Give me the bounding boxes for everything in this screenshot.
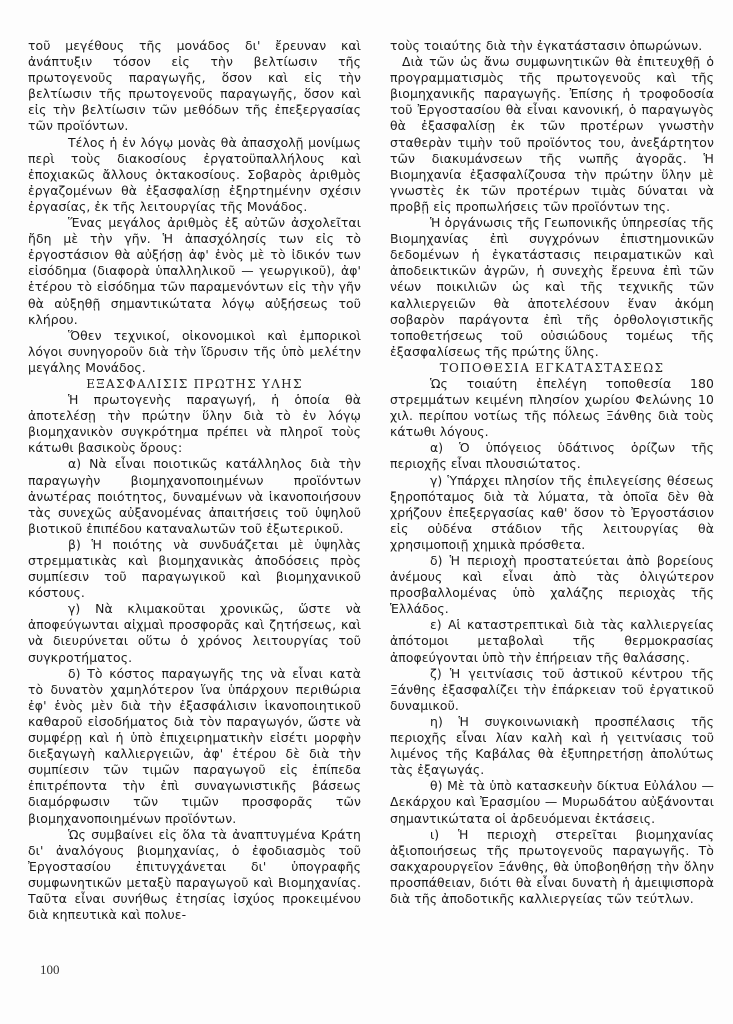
paragraph: Ὅθεν τεχνικοί, οἰκονομικοὶ καὶ ἐμπορικοὶ λόγοι συνηγοροῦν διὰ τὴν ἵδρυσιν τῆς ὑπὸ μελέτην μεγάλης Μονάδος.	[28, 327, 361, 375]
paragraph: τοῦ μεγέθους τῆς μονάδος δι' ἔρευναν καὶ ἀνάπτυξιν τόσον εἰς τὴν βελτίωσιν τῆς πρωτογενοῦς παραγωγῆς, ὅσον καὶ εἰς τὴν βελτίωσιν τῆς πρωτογενοῦς παραγωγῆς, ὅσον καὶ εἰς τὴν βελτίωσιν τῶν μεθόδων τῆς ἐπεξεργασίας τῶν προϊόντων.	[28, 38, 361, 134]
list-item: δ) Ἡ περιοχὴ προστατεύεται ἀπὸ βορείους ἀνέμους καὶ εἶναι ἀπὸ τὰς ὀλιγώτερον προσβαλλομένας ὑπὸ χαλάζης περιοχὰς τῆς Ἑλλάδος.	[390, 553, 714, 617]
paragraph: Διὰ τῶν ὡς ἄνω συμφωνητικῶν θὰ ἐπιτευχθῇ ὁ προγραμματισμὸς τῆς πρωτογενοῦς καὶ τῆς βιομηχανικῆς παραγωγῆς. Ἐπίσης ἡ τροφοδοσία τοῦ Ἐργοστασίου θὰ εἶναι κανονική, ὁ παραγωγὸς θὰ ἐξασφαλίσῃ ἐκ τῶν προτέρων γνωστὴν σταθερὰν τιμὴν τοῦ προϊόντος του, ἀνεξάρτητον τῶν διακυμάνσεων τῆς νωπῆς ἀγορᾶς. Ἡ Βιομηχανία ἐξασφαλίζουσα τὴν πρώτην ὕλην μὲ γνωστὲς ἐκ τῶν προτέρων τιμὰς δύναται νὰ προβῇ εἰς προπωλήσεις τῶν προϊόντων της.	[390, 54, 714, 214]
paragraph: Τέλος ἡ ἐν λόγῳ μονὰς θὰ ἀπασχολῇ μονίμως περὶ τοὺς διακοσίους ἐργατοϋπαλλήλους καὶ ἐποχιακῶς ἄλλους ὀκτακοσίους. Σοβαρὸς ἀριθμὸς ἐργαζομένων θὰ ἐξασφαλίσῃ ἐξηρτημένην σχέσιν ἐργασίας, ἐκ τῆς λειτουργίας τῆς Μονάδος.	[28, 134, 361, 214]
list-item: η) Ἡ συγκοινωνιακὴ προσπέλασις τῆς περιοχῆς εἶναι λίαν καλὴ καὶ ἡ γειτνίασις τοῦ λιμένος τῆς Καβάλας θὰ ἐξυπηρετήσῃ ἀπολύτως τὰς ἐξαγωγάς.	[390, 713, 714, 778]
paragraph: Ὡς τοιαύτη ἐπελέγη τοποθεσία 180 στρεμμάτων κειμένη πλησίον χωρίου Φελώνης 10 χιλ. περίπου νοτίως τῆς πόλεως Ξάνθης διὰ τοὺς κάτωθι λόγους.	[390, 375, 714, 440]
right-column	[390, 38, 714, 907]
paragraph: Ἡ πρωτογενὴς παραγωγή, ἡ ὁποία θὰ ἀποτελέσῃ τὴν πρώτην ὕλην διὰ τὸ ἐν λόγῳ βιομηχανικὸν συγκρότημα πρέπει νὰ πληροῖ τοὺς κάτωθι βασικοὺς ὅρους:	[28, 392, 361, 456]
page-number: 100	[40, 962, 60, 977]
list-item: θ) Μὲ τὰ ὑπὸ κατασκευὴν δίκτυα Εὐλάλου — Δεκάρχου καὶ Ἐρασμίου — Μυρωδάτου αὐξάνονται σημαντικώτατα οἱ ἀρδευόμεναι ἐκτάσεις.	[390, 778, 714, 826]
paragraph: Ὡς συμβαίνει εἰς ὅλα τὰ ἀναπτυγμένα Κράτη δι' ἀναλόγους βιομηχανίας, ὁ ἐφοδιασμὸς τοῦ Ἐργοστασίου ἐπιτυγχάνεται δι' ὑπογραφῆς συμφωνητικῶν μεταξὺ παραγωγοῦ καὶ Βιομηχανίας. Ταῦτα εἶναι συνήθως ἐτησίας ἰσχύος προκειμένου διὰ κηπευτικὰ καὶ πολυε-	[28, 826, 361, 923]
paragraph: Ἕνας μεγάλος ἀριθμὸς ἐξ αὐτῶν ἀσχολεῖται ἤδη μὲ τὴν γῆν. Ἡ ἀπασχόλησίς των εἰς τὸ ἐργοστάσιον θὰ αὐξήσῃ ἀφ' ἑνὸς μὲ τὸ ἰδικόν των εἰσόδημα (διαφορὰ ὑπαλληλικοῦ — γεωργικοῦ), ἀφ' ἑτέρου τὸ εἰσόδημα τῶν παραμενόντων εἰς τὴν γῆν θὰ αὐξηθῇ σημαντικώτατα λόγῳ αὐξήσεως τοῦ κλήρου.	[28, 215, 361, 327]
list-item: α) Νὰ εἶναι ποιοτικῶς κατάλληλος διὰ τὴν παραγωγὴν βιομηχανοποιημένων προϊόντων ἀνωτέρας ποιότητος, δυναμένων νὰ ἱκανοποιήσουν τὰς συνεχῶς αὐξανομένας ἀπαιτήσεις τοῦ ὑψηλοῦ βιοτικοῦ ἐπιπέδου καταναλωτῶν τοῦ ἐξωτερικοῦ.	[28, 456, 361, 536]
paragraph: τοὺς τοιαύτης διὰ τὴν ἐγκατάστασιν ὀπωρώνων.	[390, 38, 703, 53]
list-item: ζ) Ἡ γειτνίασις τοῦ ἀστικοῦ κέντρου τῆς Ξάνθης ἐξασφαλίζει τὴν ἐπάρκειαν τοῦ ἐργατικοῦ δυναμικοῦ.	[390, 665, 714, 713]
list-item: γ) Ὑπάρχει πλησίον τῆς ἐπιλεγείσης θέσεως ξηροπόταμος διὰ τὰ λύματα, τὰ ὁποῖα δὲν θὰ χρήζουν ἐπεξεργασίας καθ' ὅσον τὸ Ἐργοστάσιον εἰς οὐδένα στάδιον τῆς λειτουργίας θὰ χρησιμοποιῇ χημικὰ πρόσθετα.	[390, 472, 714, 552]
left-column	[28, 38, 361, 923]
list-item: γ) Νὰ κλιμακοῦται χρονικῶς, ὥστε νὰ ἀποφεύγωνται αἰχμαὶ προσφορᾶς καὶ ζητήσεως, καὶ νὰ διευρύνεται οὕτω ὁ χρόνος λειτουργίας τοῦ συγκροτήματος.	[28, 601, 361, 665]
list-item: δ) Τὸ κόστος παραγωγῆς της νὰ εἶναι κατὰ τὸ δυνατὸν χαμηλότερον ἵνα ὑπάρχουν περιθώρια ἐφ' ἑνὸς μὲν διὰ τὴν ἐξασφάλισιν ἱκανοποιητικοῦ καθαροῦ εἰσοδήματος διὰ τὸν παραγωγόν, ὥστε νὰ συμφέρῃ καὶ ἡ ὑπὸ ἐπιχειρηματικὴν εἰσέτι μορφὴν διεξαγωγὴ καλλιεργειῶν, ἀφ' ἑτέρου δὲ διὰ τὴν συμπίεσιν τῶν τιμῶν παραγωγοῦ εἰς ἐπίπεδα ἐπιτρέποντα τὴν ἐπὶ συναγωνιστικῆς βάσεως διαμόρφωσιν τῶν τιμῶν προσφορᾶς τῶν βιομηχανοποιημένων προϊόντων.	[28, 665, 361, 826]
section-heading: ΤΟΠΟΘΕΣΙΑ ΕΓΚΑΤΑΣΤΑΣΕΩΣ	[439, 360, 665, 375]
paragraph: Ἡ ὀργάνωσις τῆς Γεωπονικῆς ὑπηρεσίας τῆς Βιομηχανίας ἐπὶ συγχρόνων ἐπιστημονικῶν δεδομένων ἡ ἐγκατάστασις πειραματικῶν καὶ ἀποδεικτικῶν ἀγρῶν, ἡ συνεχὴς ἔρευνα ἐπὶ τῶν νέων ποικιλιῶν ὡς καὶ τῆς τεχνικῆς τῶν καλλιεργειῶν θὰ ἀποτελέσουν ἕναν ἀκόμη σοβαρὸν παράγοντα ἐπὶ τῆς ὀρθολογιστικῆς τοποθετήσεως τοῦ οὐσιώδους τομέως τῆς ἐξασφαλίσεως τῆς πρώτης ὕλης.	[390, 215, 714, 359]
list-item: ε) Αἱ καταστρεπτικαὶ διὰ τὰς καλλιεργείας ἀπότομοι μεταβολαὶ τῆς θερμοκρασίας ἀποφεύγονται ὑπὸ τὴν ἐπήρειαν τῆς θαλάσσης.	[390, 617, 714, 665]
list-item: α) Ὁ ὑπόγειος ὑδάτινος ὁρίζων τῆς περιοχῆς εἶναι πλουσιώτατος.	[390, 440, 714, 472]
section-heading: ΕΞΑΣΦΑΛΙΣΙΣ ΠΡΩΤΗΣ ΥΛΗΣ	[86, 376, 303, 391]
list-item: ι) Ἡ περιοχὴ στερεῖται βιομηχανίας ἀξιοποιήσεως τῆς πρωτογενοῦς παραγωγῆς. Τὸ σακχαρουργεῖον Ξάνθης, θὰ ὑποβοηθήσῃ τὴν ὅλην προσπάθειαν, διότι θὰ εἶναι δυνατὴ ἡ ἀμειψισπορὰ διὰ τῆς ἀποδοτικῆς καλλιεργείας τῶν τεύτλων.	[390, 826, 714, 906]
list-item: β) Ἡ ποιότης νὰ συνδυάζεται μὲ ὑψηλὰς στρεμματικὰς καὶ βιομηχανικὰς ἀποδόσεις πρὸς συμπίεσιν τοῦ παραγωγικοῦ καὶ βιομηχανικοῦ κόστους.	[28, 536, 361, 601]
